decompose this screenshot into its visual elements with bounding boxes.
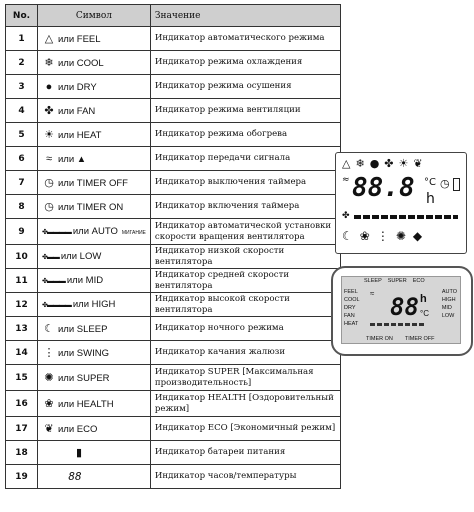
row-number: 4	[6, 99, 38, 123]
symbol-label: или LOW	[60, 251, 102, 262]
lcd1-unit-c: °C	[424, 177, 436, 188]
lcd2-fan-label: AUTO	[441, 289, 457, 295]
table-header	[6, 5, 341, 27]
symbol-label: или SLEEP	[58, 324, 108, 335]
row-description: Индикатор ночного режима	[150, 317, 340, 341]
fan-speed-bars	[354, 215, 458, 219]
row-number: 11	[6, 269, 38, 293]
header-symbol: Символ	[38, 5, 151, 27]
lcd2-unit-c: °C	[420, 309, 429, 318]
symbol-label: или FEEL	[58, 34, 101, 45]
table-row	[6, 99, 341, 123]
header-no: No.	[6, 5, 38, 27]
row-number: 7	[6, 171, 38, 195]
battery-icon	[453, 178, 460, 191]
lcd2-digits: 88	[390, 293, 419, 321]
table-row	[6, 269, 341, 293]
arrows-icon: ◆	[412, 229, 430, 243]
row-symbol	[38, 341, 151, 365]
health-icon: ❀	[359, 229, 377, 243]
fan-high-bars-icon: ✤▬▬▬▬	[42, 302, 71, 309]
row-number: 18	[6, 441, 38, 465]
lcd2-fan-label: MID	[441, 305, 452, 311]
lcd2-timer-label: TIMER OFF	[404, 336, 435, 342]
table-row	[6, 391, 341, 417]
table-row	[6, 171, 341, 195]
table-row	[6, 147, 341, 171]
lcd2-mode-label: HEAT	[344, 321, 359, 327]
signal-icon: ≈	[370, 289, 375, 298]
symbol-label: или AUTO	[72, 226, 118, 237]
row-number: 12	[6, 293, 38, 317]
row-number: 14	[6, 341, 38, 365]
symbol-label: или HIGH	[72, 299, 116, 310]
row-number: 3	[6, 75, 38, 99]
row-description: Индикатор высокой скорости вентилятора	[150, 293, 340, 317]
fan-icon: ✤	[342, 211, 350, 221]
table-row	[6, 441, 341, 465]
water-drop-icon: ●	[45, 80, 53, 93]
row-description: Индикатор ECO [Экономичный режим]	[150, 417, 340, 441]
symbol-label: или SWING	[58, 348, 109, 359]
symbol-label: или TIMER OFF	[58, 178, 128, 189]
row-number: 13	[6, 317, 38, 341]
table-row	[6, 219, 341, 245]
row-symbol	[38, 317, 151, 341]
super-icon: ✺	[395, 229, 413, 243]
row-number: 5	[6, 123, 38, 147]
lcd2-bars	[370, 323, 426, 326]
row-description: Индикатор режима охлаждения	[150, 51, 340, 75]
row-symbol	[38, 147, 151, 171]
eco-leaf-icon: ❦	[44, 423, 54, 435]
symbol-label: или SUPER	[58, 373, 110, 384]
table-row	[6, 245, 341, 269]
lcd2-mode-label: FAN	[344, 313, 355, 319]
table-row	[6, 317, 341, 341]
symbol-label: или COOL	[58, 58, 104, 69]
row-number: 16	[6, 391, 38, 417]
fan-mid-bars-icon: ✤▬▬▬	[42, 278, 65, 285]
row-description: Индикатор режима вентиляции	[150, 99, 340, 123]
row-symbol	[38, 123, 151, 147]
row-description: Индикатор автоматической установки скорости вращения вентилятора	[150, 219, 340, 245]
row-description: Индикатор автоматического режима	[150, 27, 340, 51]
lcd2-mode-label: DRY	[344, 305, 356, 311]
row-symbol	[38, 465, 151, 489]
lcd1-digits: 88.8	[352, 173, 415, 203]
lcd2-screen	[341, 276, 461, 344]
row-description: Индикатор передачи сигнала	[150, 147, 340, 171]
row-description: Индикатор SUPER [Максимальная производительность]	[150, 365, 340, 391]
row-description: Индикатор низкой скорости вентилятора	[150, 245, 340, 269]
header-meaning: Значение	[150, 5, 340, 27]
swing-icon: ⋮	[43, 347, 55, 359]
table-row	[6, 465, 341, 489]
sun-icon: ☀	[398, 157, 414, 170]
lcd2-mode-label: COOL	[344, 297, 360, 303]
lcd-display-text	[331, 266, 473, 356]
row-symbol	[38, 27, 151, 51]
fan-icon: ✤	[384, 157, 399, 170]
row-symbol	[38, 195, 151, 219]
row-number: 10	[6, 245, 38, 269]
fan-low-bars-icon: ✤▬▬	[42, 254, 59, 261]
row-symbol	[38, 269, 151, 293]
row-number: 19	[6, 465, 38, 489]
signal-icon: ≈	[45, 152, 53, 165]
row-number: 8	[6, 195, 38, 219]
lcd2-mode-label: FEEL	[344, 289, 358, 295]
row-symbol	[38, 365, 151, 391]
signal-icon: ≈	[342, 175, 350, 185]
snowflake-icon: ❄	[355, 157, 370, 170]
moon-icon: ☾	[342, 229, 360, 243]
row-number: 9	[6, 219, 38, 245]
row-symbol	[38, 75, 151, 99]
table-row	[6, 195, 341, 219]
health-icon: ❀	[44, 398, 54, 410]
row-number: 1	[6, 27, 38, 51]
auto-triangle-icon: △	[44, 33, 54, 45]
row-description: Индикатор батареи питания	[150, 441, 340, 465]
symbol-label: или TIMER ON	[58, 202, 124, 213]
row-description: Индикатор HEALTH [Оздоровительный режим]	[150, 391, 340, 417]
snowflake-icon: ❄	[44, 57, 54, 69]
swing-icon: ⋮	[376, 229, 396, 243]
symbol-label: или HEAT	[58, 130, 102, 141]
row-symbol	[38, 171, 151, 195]
table-row	[6, 75, 341, 99]
table-row	[6, 341, 341, 365]
symbol-label: или HEALTH	[58, 399, 114, 410]
lcd1-bottom-icons	[342, 229, 429, 243]
row-description: Индикатор выключения таймера	[150, 171, 340, 195]
table-row	[6, 51, 341, 75]
row-description: Индикатор качания жалюзи	[150, 341, 340, 365]
lcd2-fan-label: LOW	[441, 313, 455, 319]
row-number: 6	[6, 147, 38, 171]
row-symbol	[38, 293, 151, 317]
table-row	[6, 293, 341, 317]
row-description: Индикатор включения таймера	[150, 195, 340, 219]
lcd2-top-label: SLEEP	[364, 278, 382, 284]
symbol-label: или DRY	[58, 81, 97, 93]
row-number: 15	[6, 365, 38, 391]
table-row	[6, 417, 341, 441]
row-description: Индикатор часов/температуры	[150, 465, 340, 489]
symbol-label: или MID	[66, 275, 104, 286]
symbol-table	[5, 4, 341, 489]
timer-clock-icon: ◷	[440, 177, 450, 190]
battery-icon: ▮	[75, 447, 83, 459]
row-description: Индикатор средней скорости вентилятора	[150, 269, 340, 293]
timer-on-clock-icon: ◷	[44, 201, 54, 213]
lcd1-unit-h: h	[426, 191, 435, 207]
lcd2-fan-label: HIGH	[441, 297, 456, 303]
lcd2-timer-label: TIMER ON	[366, 336, 393, 342]
lcd2-unit-h: h	[420, 293, 427, 305]
moon-icon: ☾	[44, 323, 54, 335]
lcd2-top-label: ECO	[412, 278, 425, 284]
timer-off-clock-icon: ◷	[44, 177, 54, 189]
water-drop-icon: ●	[369, 157, 385, 170]
row-symbol	[38, 417, 151, 441]
eco-leaf-icon: ❦	[413, 157, 428, 170]
fan-icon: ✤	[44, 105, 54, 117]
symbol-label: или FAN	[58, 106, 96, 117]
symbol-label: или ▲	[58, 153, 87, 165]
row-number: 17	[6, 417, 38, 441]
lcd1-mode-icons	[342, 157, 428, 170]
auto-triangle-icon: △	[342, 157, 356, 170]
table-row	[6, 27, 341, 51]
row-symbol	[38, 219, 151, 245]
table-row	[6, 123, 341, 147]
blink-note: МИГАНИЕ	[121, 230, 146, 236]
row-description: Индикатор режима осушения	[150, 75, 340, 99]
row-symbol	[38, 441, 151, 465]
clock-digits-icon: 88	[68, 470, 82, 483]
row-symbol	[38, 245, 151, 269]
row-symbol	[38, 391, 151, 417]
table-row	[6, 365, 341, 391]
lcd-display-icons	[335, 152, 467, 254]
super-icon: ✺	[44, 372, 54, 384]
row-symbol	[38, 51, 151, 75]
fan-auto-bars-icon: ✤▬▬▬▬	[42, 229, 71, 236]
row-description: Индикатор режима обогрева	[150, 123, 340, 147]
lcd2-top-label: SUPER	[387, 278, 407, 284]
sun-icon: ☀	[44, 129, 54, 141]
symbol-label: или ECO	[58, 424, 98, 435]
row-symbol	[38, 99, 151, 123]
row-number: 2	[6, 51, 38, 75]
